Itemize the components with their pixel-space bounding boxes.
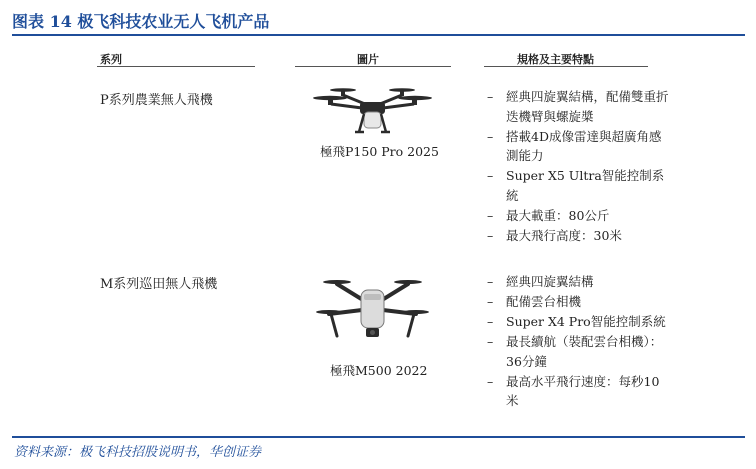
spec-item: – Super X5 Ultra智能控制系統 [487, 168, 665, 203]
spec-item: – 最高水平飛行速度：每秒10米 [487, 373, 660, 408]
column-header-specs: 規格及主要特點 [517, 53, 594, 66]
source-note: 资料来源：极飞科技招股说明书，华创证券 [14, 445, 262, 460]
spec-item: – 最大載重：80公斤 [487, 207, 610, 223]
column-rule-image [295, 66, 451, 67]
spec-item: – 搭載4D成像雷達與超廣角感測能力 [487, 128, 662, 163]
spec-item: – 最大飛行高度：30米 [487, 227, 622, 243]
spec-item: – Super X4 Pro智能控制系統 [487, 314, 666, 329]
column-header-series: 系列 [100, 53, 122, 66]
spec-item: – 經典四旋翼結構，配備雙重折迭機臂與螺旋槳 [487, 89, 669, 124]
survey-drone-icon [315, 274, 430, 354]
figure-title: 图表 14 极飞科技农业无人飞机产品 [12, 12, 270, 31]
spec-item: – 最長續航（裝配雲台相機）：36分鐘 [487, 334, 663, 369]
column-header-image: 圖片 [357, 53, 379, 66]
spec-list [485, 87, 671, 246]
agricultural-drone-icon [310, 82, 435, 137]
column-rule-series [97, 66, 255, 67]
series-name: P系列農業無人飛機 [100, 93, 213, 108]
product-caption: 極飛P150 Pro 2025 [320, 144, 439, 159]
spec-item: – 經典四旋翼結構 [487, 274, 594, 289]
product-caption: 極飛M500 2022 [330, 363, 428, 378]
spec-list [485, 272, 671, 411]
series-name: M系列巡田無人飛機 [100, 277, 218, 292]
footer-rule [12, 436, 745, 438]
figure-header [12, 6, 745, 36]
spec-item: – 配備雲台相機 [487, 294, 582, 309]
column-rule-specs [484, 66, 648, 67]
